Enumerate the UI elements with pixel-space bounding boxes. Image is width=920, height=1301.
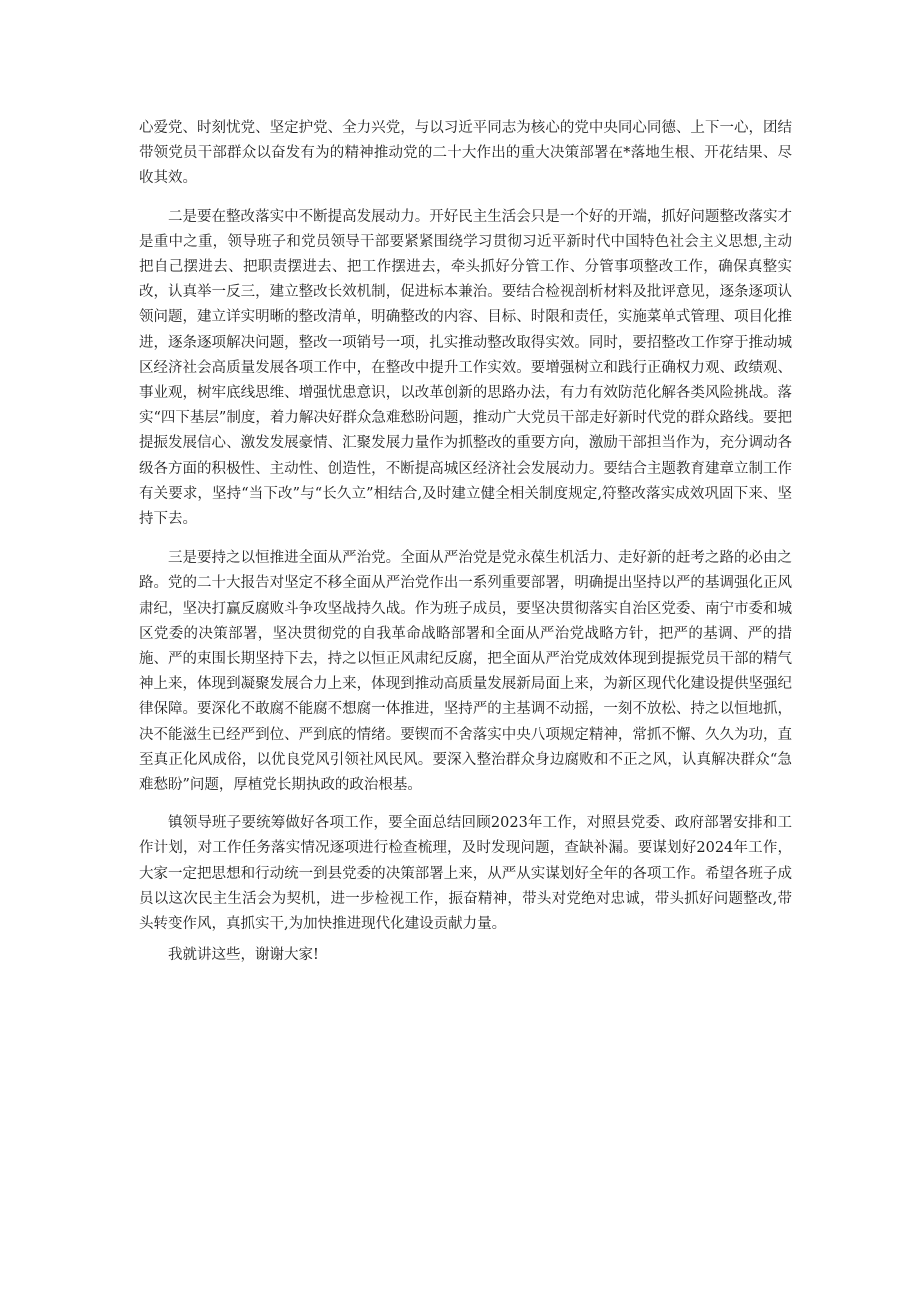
document-body: [139, 116, 792, 981]
paragraph-closing: 我就讲这些，谢谢大家!: [168, 947, 319, 964]
paragraph-continuation: 心爱党、时刻忧党、坚定护党、全力兴党，与以习近平同志为核心的党中央同心同德、上下一心，团结带领党员干部群众以奋发有为的精神推动党的二十大作出的重大决策部署在*落地生根、开花结果、尽收其效。: [139, 120, 792, 187]
paragraph-point-two: 二是要在整改落实中不断提高发展动力。开好民主生活会只是一个好的开端，抓好问题整改落实才是重中之重，领导班子和党员领导干部要紧紧围绕学习贯彻习近平新时代中国特色社会主义思想,主动把自己摆进去、把职责摆进去、把工作摆进去，牵头抓好分管工作、分管事项整改工作，确保真整实改，认真举一反三，建立整改长效机制，促进标本兼治。要结合检视剖析材料及批评意见，逐条逐项认领问题，建立详实明晰的整改清单，明确整改的内容、目标、时限和责任，实施菜单式管理、项目化推进，逐条逐项解决问题，整改一项销号一项，扎实推动整改取得实效。同时，要招整改工作穿于推动城区经济社会高质量发展各项工作中，在整改中提升工作实效。要增强树立和践行正确权力观、政绩观、事业观，树牢底线思维、增强忧患意识，以改革创新的思路办法，有力有效防范化解各类风险挑战。落实“四下基层”制度，着力解决好群众急难愁盼问题，推动广大党员干部走好新时代党的群众路线。要把提振发展信心、激发发展豪情、汇聚发展力量作为抓整改的重要方向，激励干部担当作为，充分调动各级各方面的积极性、主动性、创造性，不断提高城区经济社会发展动力。要结合主题教育建章立制工作有关要求，坚持“当下改”与“长久立”相结合,及时建立健全相关制度规定,符整改落实成效巩固下来、坚持下去。: [139, 208, 792, 528]
paragraph-point-three: 三是要持之以恒推进全面从严治党。全面从严治党是党永葆生机活力、走好新的赶考之路的必由之路。党的二十大报告对坚定不移全面从严治党作出一系列重要部署，明确提出坚持以严的基调强化正风肃纪，坚决打赢反腐败斗争攻坚战持久战。作为班子成员，要坚决贯彻落实自治区党委、南宁市委和城区党委的决策部署，坚决贯彻党的自我革命战略部署和全面从严治党战略方针，把严的基调、严的措施、严的束围长期坚持下去，持之以恒正风肃纪反腐，把全面从严治党成效体现到提振党员干部的精气神上来，体现到凝聚发展合力上来，体现到推动高质量发展新局面上来，为新区现代化建设提供坚强纪律保障。要深化不敢腐不能腐不想腐一体推进，坚持严的主基调不动摇，一刻不放松、持之以恒地抓，决不能滋生已经严到位、严到底的情绪。要锲而不舍落实中央八项规定精神，常抓不懈、久久为功，直至真正化风成俗，以优良党风引领社风民风。要深入整治群众身边腐败和不正之风，认真解决群众“急难愁盼”问题，厚植党长期执政的政治根基。: [139, 550, 792, 794]
paragraph-work-summary: 镇领导班子要统筹做好各项工作，要全面总结回顾2023年工作，对照县党委、政府部署安排和工作计划，对工作任务落实情况逐项进行检查梳理，及时发现问题，查缺补漏。要谋划好2024年工作，大家一定把思想和行动统一到县党委的决策部署上来，从严从实谋划好全年的各项工作。希望各班子成员以这次民主生活会为契机，进一步检视工作，振奋精神，带头对党绝对忠诚，带头抓好问题整改,带头转变作风，真抓实干,为加快推进现代化建设贡献力量。: [139, 815, 792, 933]
